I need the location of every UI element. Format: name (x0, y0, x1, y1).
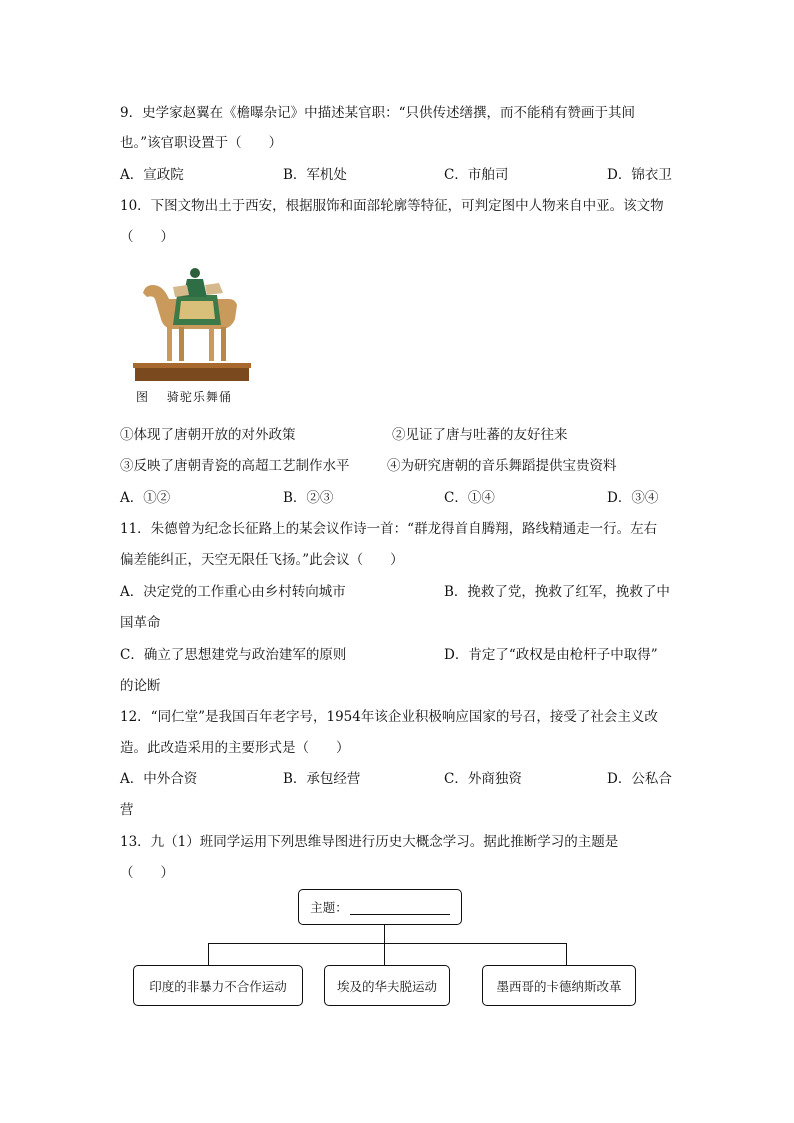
topic-blank (350, 900, 450, 915)
connector-horizontal (208, 943, 567, 944)
mindmap-branch-india (133, 965, 303, 1006)
q10-statement-4: ④为研究唐朝的音乐舞蹈提供宝贵资料 (387, 458, 617, 474)
q10-statement-1: ①体现了唐朝开放的对外政策 (120, 427, 296, 443)
q12-stem-line2: 造。此改造采用的主要形式是（ ） (120, 740, 350, 756)
q12-option-a: A．中外合资 (120, 771, 198, 787)
q10-statement-3: ③反映了唐朝青瓷的高超工艺制作水平 (120, 458, 350, 474)
q10-statement-2: ②见证了唐与吐蕃的友好往来 (392, 427, 568, 443)
q13-stem-line1: 13．九（1）班同学运用下列思维导图进行历史大概念学习。据此推断学习的主题是 (120, 834, 619, 850)
mindmap-topic-box (298, 889, 462, 925)
q11-option-b: B．挽救了党，挽救了红军，挽救了中 (444, 584, 670, 600)
q13-stem-line2: （ ） (120, 865, 174, 881)
connector-middle (384, 943, 385, 965)
q11-option-d: D．肯定了“政权是由枪杆子中取得” (444, 647, 658, 663)
topic-label: 主题： (310, 900, 348, 915)
branch-label-egypt: 埃及的华夫脱运动 (336, 978, 437, 994)
q11-option-b-continued: 国革命 (120, 615, 161, 631)
q12-stem-line1: 12．“同仁堂”是我国百年老字号，1954年该企业积极响应国家的号召，接受了社会主义改 (120, 709, 658, 725)
q11-stem-line1: 11．朱德曾为纪念长征路上的某会议作诗一首：“群龙得首自腾翔，路线精通走一行。左右 (120, 521, 658, 537)
q11-option-a: A．决定党的工作重心由乡村转向城市 (120, 584, 346, 600)
mindmap-branch-mexico (482, 965, 636, 1006)
q9-option-d: D．锦衣卫 (607, 167, 672, 183)
q9-option-c: C．市舶司 (444, 167, 509, 183)
connector-left (208, 943, 209, 965)
q10-option-b: B．②③ (283, 490, 334, 506)
q10-option-c: C．①④ (444, 490, 495, 506)
q10-stem-line2: （ ） (120, 229, 174, 245)
q12-option-c: C．外商独资 (444, 771, 522, 787)
q11-stem-line2: 偏差能纠正，天空无限任飞扬。”此会议（ ） (120, 552, 404, 568)
q9-stem-line1: 9．史学家赵翼在《檐曝杂记》中描述某官职：“只供传述缮撰，而不能稍有赞画于其间 (120, 105, 635, 121)
q10-option-d: D．③④ (607, 490, 659, 506)
q9-option-b: B．军机处 (283, 167, 347, 183)
connector-vertical-main (384, 924, 385, 944)
q10-option-a: A．①② (120, 490, 171, 506)
connector-right (566, 943, 567, 965)
q9-stem-line2: 也。”该官职设置于（ ） (120, 135, 283, 151)
q12-option-b: B．承包经营 (283, 771, 361, 787)
q11-option-d-continued: 的论断 (120, 678, 161, 694)
mindmap-branch-egypt (324, 965, 450, 1006)
q12-option-d: D．公私合 (607, 771, 672, 787)
branch-label-india: 印度的非暴力不合作运动 (149, 978, 287, 994)
q10-stem-line1: 10．下图文物出土于西安，根据服饰和面部轮廓等特征，可判定图中人物来自中亚。该文物 (120, 198, 664, 214)
q11-option-c: C．确立了思想建党与政治建军的原则 (120, 647, 347, 663)
camel-figurine-image (133, 265, 251, 383)
q12-option-d-continued: 营 (120, 802, 134, 818)
q9-option-a: A．宣政院 (120, 167, 184, 183)
branch-label-mexico: 墨西哥的卡德纳斯改革 (496, 978, 622, 994)
figure-caption: 图 骑驼乐舞俑 (136, 390, 232, 404)
